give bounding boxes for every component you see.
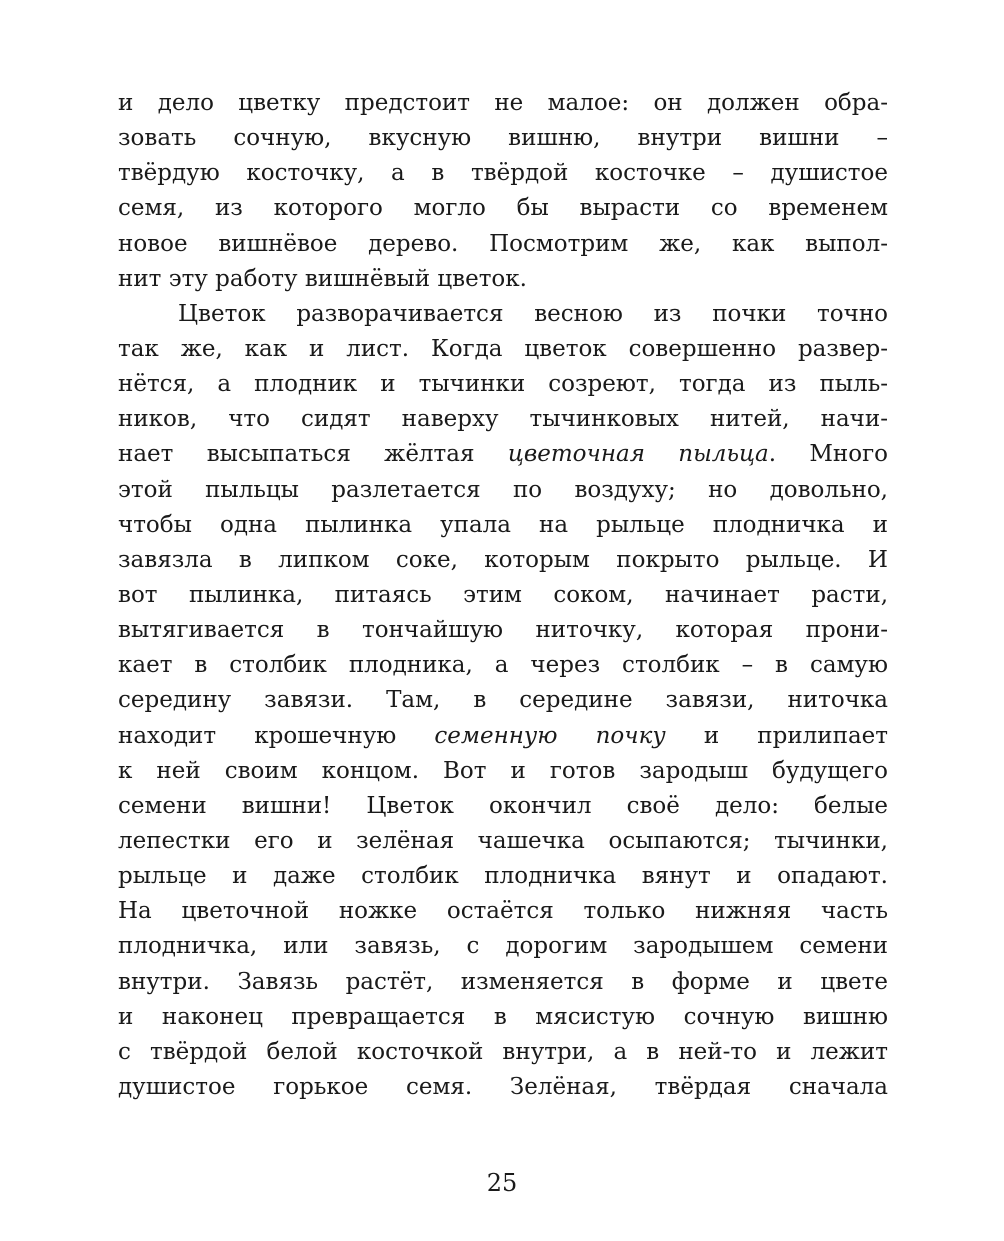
text-line: с твёрдой белой косточкой внутри, а в ней-то и лежит bbox=[118, 1038, 888, 1065]
text-line: чтобы одна пылинка упала на рыльце плодничка и bbox=[118, 511, 888, 538]
text-line: рыльце и даже столбик плодничка вянут и опадают. bbox=[118, 863, 888, 890]
text-line: новое вишнёвое дерево. Посмотрим же, как выпол- bbox=[118, 230, 888, 257]
text-line: плодничка, или завязь, с дорогим зародышем семени bbox=[118, 933, 888, 960]
text-line: душистое горькое семя. Зелёная, твёрдая сначала bbox=[118, 1073, 888, 1100]
text-line: вот пылинка, питаясь этим соком, начинает расти, bbox=[118, 581, 888, 608]
text-line: кает в столбик плодника, а через столбик – в самую bbox=[118, 652, 888, 679]
text-line: На цветочной ножке остаётся только нижняя часть bbox=[118, 898, 888, 925]
text-line: находит крошечную семенную почку и прилипает bbox=[118, 722, 888, 749]
text-line: нит эту работу вишнёвый цветок. bbox=[118, 265, 527, 292]
text-line: вытягивается в тончайшую ниточку, которая прони- bbox=[118, 617, 888, 644]
text-line: середину завязи. Там, в середине завязи, ниточка bbox=[118, 687, 888, 714]
text-line: и дело цветку предстоит не малое: он должен обра- bbox=[118, 90, 888, 116]
text-line: завязла в липком соке, которым покрыто рыльце. И bbox=[118, 546, 888, 573]
text-line: зовать сочную, вкусную вишню, внутри вишни – bbox=[118, 125, 888, 152]
text-line: твёрдую косточку, а в твёрдой косточке – душистое bbox=[118, 160, 888, 187]
text-line: внутри. Завязь растёт, изменяется в форме и цвете bbox=[118, 968, 888, 995]
page-number: 25 bbox=[486, 1169, 518, 1197]
italic-term: семенную почку bbox=[434, 722, 666, 749]
text-line: семя, из которого могло бы вырасти со временем bbox=[118, 195, 888, 222]
text-line: лепестки его и зелёная чашечка осыпаются; тычинки, bbox=[118, 827, 888, 854]
italic-term: цветочная пыльца bbox=[507, 441, 769, 468]
text-line: этой пыльцы разлетается по воздуху; но довольно, bbox=[118, 476, 888, 503]
text-line: и наконец превращается в мясистую сочную вишню bbox=[118, 1003, 888, 1030]
text-line: семени вишни! Цветок окончил своё дело: белые bbox=[118, 792, 888, 819]
text-line: к ней своим концом. Вот и готов зародыш будущего bbox=[118, 757, 888, 784]
text-line: нётся, а плодник и тычинки созреют, тогда из пыль- bbox=[118, 371, 888, 398]
text-line: ников, что сидят наверху тычинковых нитей, начи- bbox=[118, 406, 888, 433]
text-line: Цветок разворачивается весною из почки точно bbox=[178, 300, 888, 327]
text-line: нает высыпаться жёлтая цветочная пыльца. Много bbox=[118, 441, 888, 468]
body-text bbox=[118, 86, 888, 1105]
text-line: так же, как и лист. Когда цветок совершенно развер- bbox=[118, 335, 888, 362]
